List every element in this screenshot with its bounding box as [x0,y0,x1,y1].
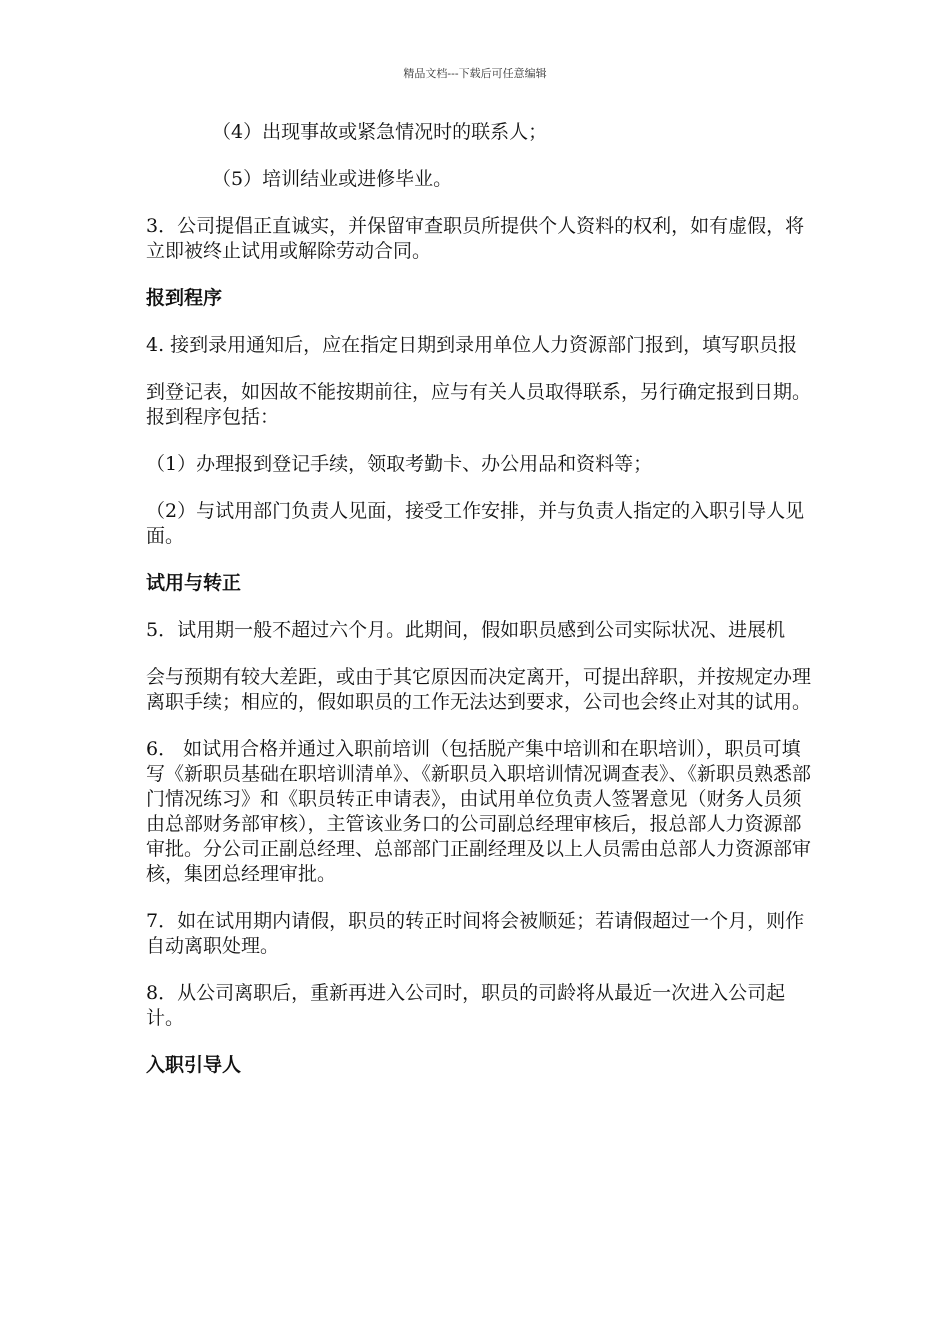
list-item-training-completion: （5）培训结业或进修毕业。 [212,168,453,190]
heading-probation: 试用与转正 [146,572,242,594]
heading-onboarding-guide: 入职引导人 [146,1054,242,1076]
page-header: 精品文档---下载后可任意编辑 [403,67,547,80]
heading-report-procedure: 报到程序 [146,287,223,309]
paragraph-6-confirmation: 6． 如试用合格并通过入职前培训（包括脱产集中培训和在职培训），职员可填写《新职员基础在职培训清单》、《新职员入职培训情况调查表》、《新职员熟悉部门情况练习》和《职员转正申请表》，由试用单位负责人签署意见（财务人员须由总部财务部审核），主管该业务口的公司副总经理审核后，报总部人力资源部审批。分公司正副总经理、总部部门正副经理及以上人员需由总部人力资源部审核，集团总经理审批。 [146,738,812,885]
paragraph-3-honesty: 3．公司提倡正直诚实，并保留审查职员所提供个人资料的权利，如有虚假，将立即被终止试用或解除劳动合同。 [146,215,805,262]
paragraph-7-leave: 7．如在试用期内请假，职员的转正时间将会被顺延；若请假超过一个月，则作自动离职处理。 [146,910,805,957]
document-body [146,120,814,1100]
list-item-registration: （1）办理报到登记手续，领取考勤卡、办公用品和资料等； [146,453,653,475]
list-item-contact-person: （4）出现事故或紧急情况时的联系人； [212,121,548,143]
list-item-meet-supervisor: （2）与试用部门负责人见面，接受工作安排，并与负责人指定的入职引导人见面。 [146,500,805,547]
paragraph-4-continued: 到登记表，如因故不能按期前往，应与有关人员取得联系，另行确定报到日期。报到程序包括： [146,381,812,428]
paragraph-5-continued: 会与预期有较大差距，或由于其它原因而决定离开，可提出辞职，并按规定办理离职手续；相应的，假如职员的工作无法达到要求，公司也会终止对其的试用。 [146,666,812,713]
paragraph-4-report: 4. 接到录用通知后，应在指定日期到录用单位人力资源部门报到，填写职员报 [146,334,798,356]
paragraph-5-probation: 5．试用期一般不超过六个月。此期间，假如职员感到公司实际状况、进展机 [146,619,786,641]
paragraph-8-rehire: 8．从公司离职后，重新再进入公司时，职员的司龄将从最近一次进入公司起计。 [146,982,786,1029]
